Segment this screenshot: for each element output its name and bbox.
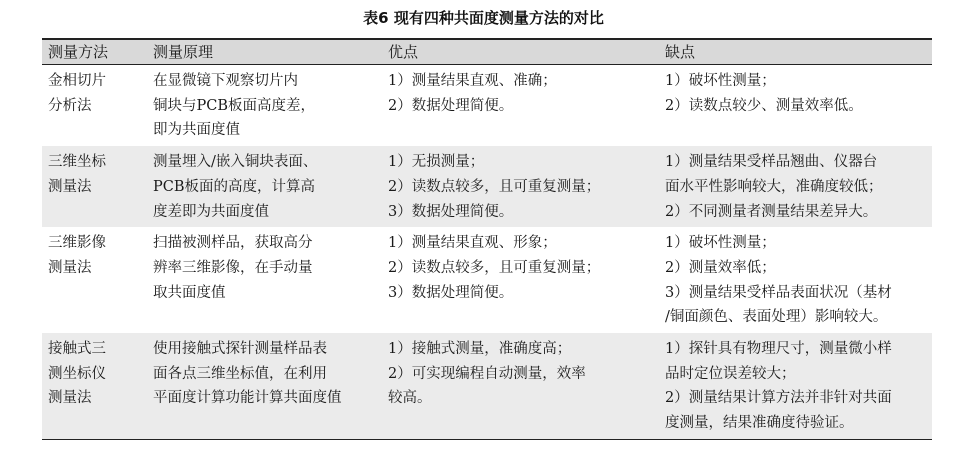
pros-cell xyxy=(382,227,659,333)
principle-line: 测量埋入/嵌入铜块表面、 xyxy=(153,154,318,171)
header-pros: 优点 xyxy=(382,39,659,65)
method-line: 接触式三 xyxy=(48,341,106,358)
method-cell xyxy=(42,65,147,147)
pros-line: 3）数据处理简便。 xyxy=(388,203,514,220)
cons-line: /铜面颜色、表面处理）影响较大。 xyxy=(665,309,888,326)
cons-cell xyxy=(659,333,932,439)
pros-line: 1）测量结果直观、准确； xyxy=(388,73,557,89)
cons-line: 2）测量结果计算方法并非针对共面 xyxy=(665,390,892,407)
table-row xyxy=(42,333,932,439)
method-line: 三维影像 xyxy=(48,235,106,252)
principle-line: 取共面度值 xyxy=(153,284,226,301)
principle-line: 面各点三维坐标值，在利用 xyxy=(153,365,327,382)
cons-line: 度测量，结果准确度待验证。 xyxy=(665,415,854,432)
table-row xyxy=(42,146,932,227)
cons-line: 2）测量效率低； xyxy=(665,259,776,276)
cons-cell xyxy=(659,146,932,227)
pros-cell xyxy=(382,146,659,227)
pros-line: 1）接触式测量，准确度高； xyxy=(388,341,572,358)
header-method: 测量方法 xyxy=(42,39,147,65)
method-line: 测量法 xyxy=(48,390,92,407)
method-line: 分析法 xyxy=(48,97,92,114)
method-cell xyxy=(42,227,147,333)
method-line: 测量法 xyxy=(48,259,92,276)
principle-cell xyxy=(147,65,382,147)
principle-line: 在显微镜下观察切片内 xyxy=(153,73,298,89)
pros-cell xyxy=(382,333,659,439)
method-cell xyxy=(42,333,147,439)
cons-line: 1）探针具有物理尺寸，测量微小样 xyxy=(665,341,892,358)
method-line: 三维坐标 xyxy=(48,154,106,171)
pros-line: 2）可实现编程自动测量，效率 xyxy=(388,365,586,382)
method-line: 金相切片 xyxy=(48,73,106,89)
cons-line: 面水平性影响较大，准确度较低； xyxy=(665,178,883,195)
header-row xyxy=(42,39,932,65)
principle-line: 即为共面度值 xyxy=(153,122,240,139)
pros-line: 较高。 xyxy=(388,390,432,407)
principle-line: PCB板面的高度，计算高 xyxy=(153,178,316,195)
principle-cell xyxy=(147,146,382,227)
pros-line: 2）读数点较多，且可重复测量； xyxy=(388,259,601,276)
principle-line: 使用接触式探针测量样品表 xyxy=(153,341,327,358)
table-row xyxy=(42,227,932,333)
comparison-table xyxy=(42,38,932,440)
header-principle: 测量原理 xyxy=(147,39,382,65)
table-caption: 表6 现有四种共面度测量方法的对比 xyxy=(363,9,604,27)
method-line: 测量法 xyxy=(48,178,92,195)
cons-cell xyxy=(659,65,932,147)
cons-line: 1）破坏性测量； xyxy=(665,73,776,89)
header-cons: 缺点 xyxy=(659,39,932,65)
cons-line: 1）破坏性测量； xyxy=(665,235,776,252)
method-cell xyxy=(42,146,147,227)
principle-cell xyxy=(147,333,382,439)
pros-line: 1）测量结果直观、形象； xyxy=(388,235,557,252)
principle-line: 扫描被测样品，获取高分 xyxy=(153,235,313,252)
cons-line: 2）不同测量者测量结果差异大。 xyxy=(665,203,878,220)
cons-line: 1）测量结果受样品翘曲、仪器台 xyxy=(665,154,878,171)
pros-line: 3）数据处理简便。 xyxy=(388,284,514,301)
principle-line: 平面度计算功能计算共面度值 xyxy=(153,390,342,407)
cons-line: 2）读数点较少、测量效率低。 xyxy=(665,97,863,114)
cons-line: 3）测量结果受样品表面状况（基材 xyxy=(665,284,892,301)
pros-line: 2）数据处理简便。 xyxy=(388,97,514,114)
pros-line: 2）读数点较多，且可重复测量； xyxy=(388,178,601,195)
cons-line: 品时定位误差较大； xyxy=(665,365,796,382)
principle-line: 辨率三维影像，在手动量 xyxy=(153,259,313,276)
table-row xyxy=(42,65,932,147)
pros-cell xyxy=(382,65,659,147)
principle-line: 铜块与PCB板面高度差， xyxy=(153,97,316,114)
principle-cell xyxy=(147,227,382,333)
method-line: 测坐标仪 xyxy=(48,365,106,382)
principle-line: 度差即为共面度值 xyxy=(153,203,269,220)
pros-line: 1）无损测量； xyxy=(388,154,485,171)
cons-cell xyxy=(659,227,932,333)
